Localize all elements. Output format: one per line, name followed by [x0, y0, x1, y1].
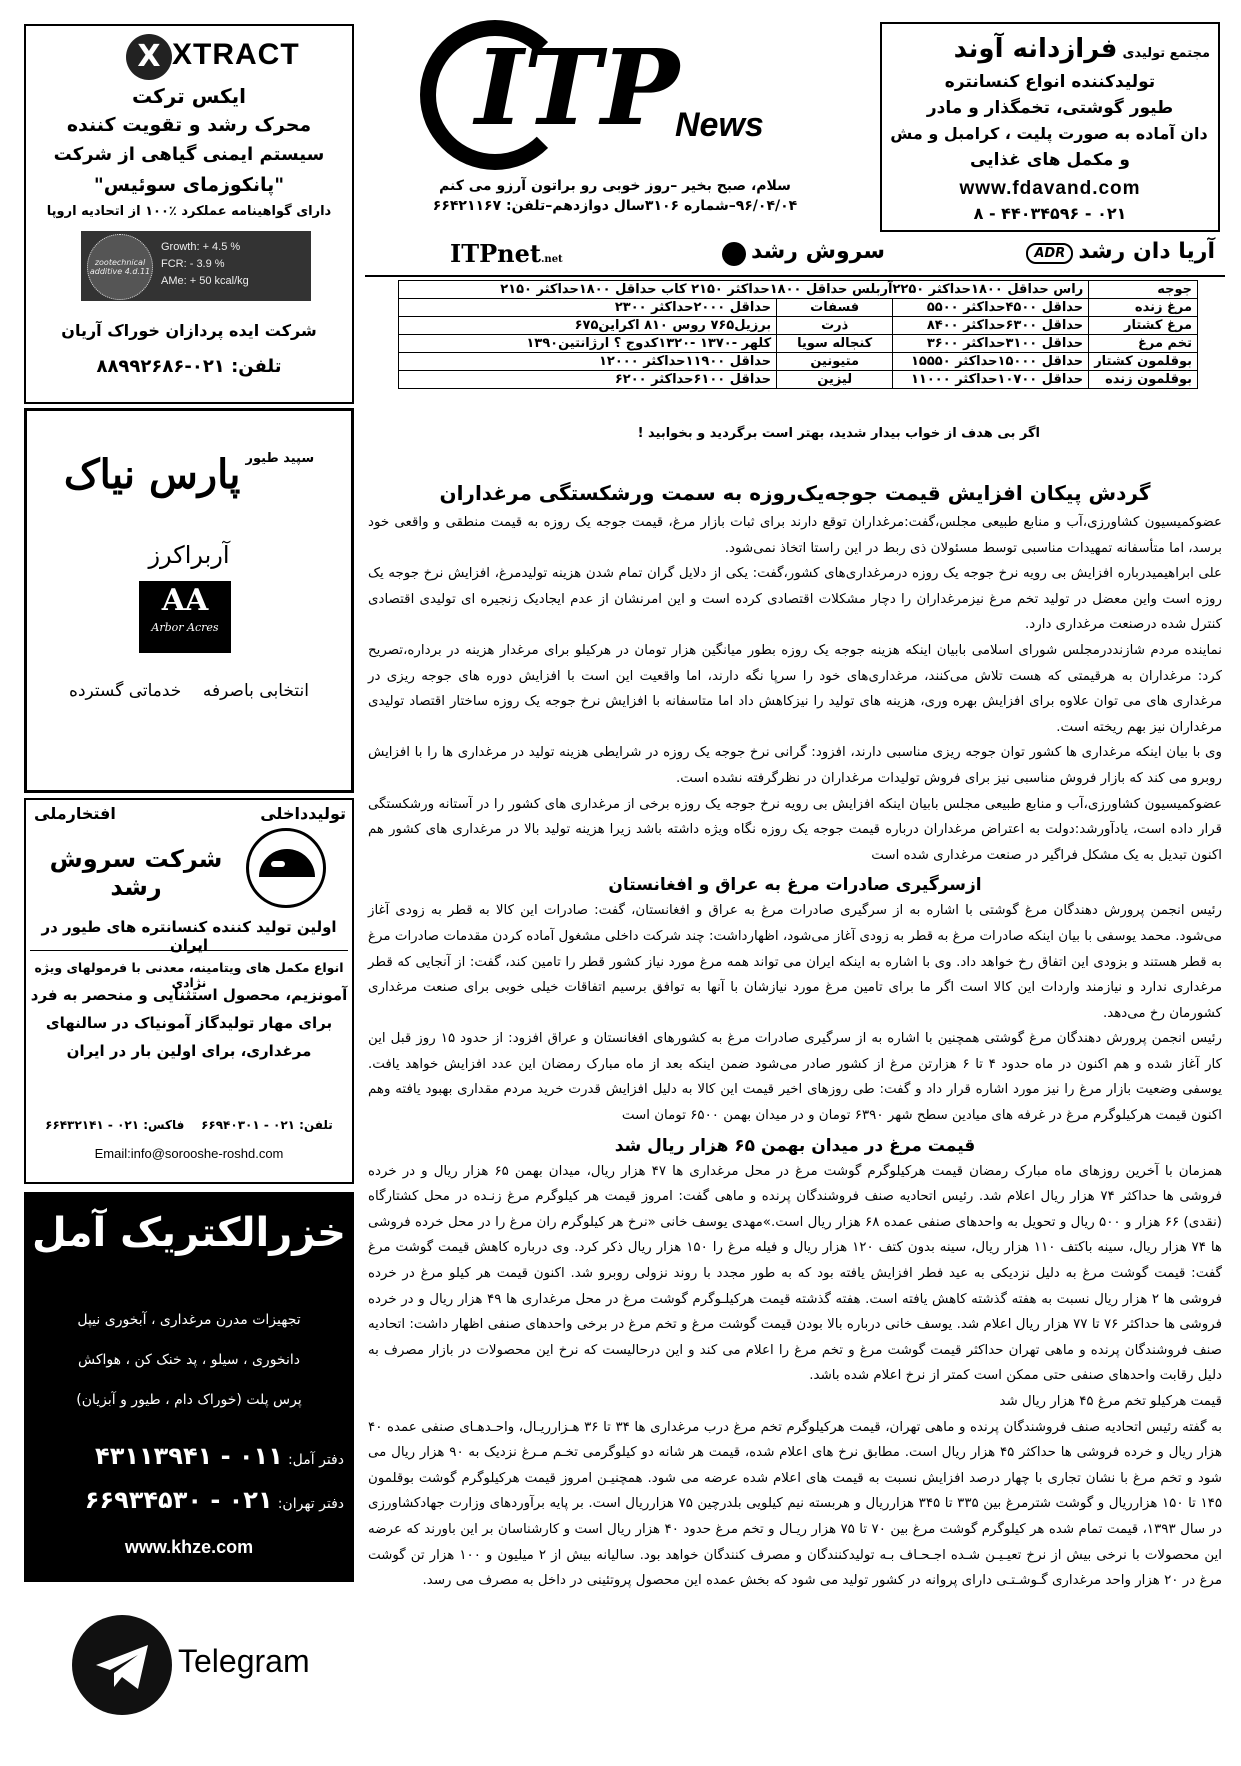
greeting-line: سلام، صبح بخیر –روز خوبی رو براتون آرزو می کنم: [439, 178, 791, 194]
telegram-icon: [72, 1615, 172, 1715]
price-value: کلهر -۱۳۷۰ -۱۳۲۰کدوج ؟ ارژانتین۱۳۹۰: [399, 335, 777, 353]
article-body: [368, 472, 1222, 1752]
price-row: [399, 299, 1198, 317]
greeting-block: [370, 178, 860, 228]
khazar-office1-phone[interactable]: ۰۱۱ - ۴۳۱۱۳۹۴۱: [95, 1442, 283, 1470]
sorosh-company: شرکت سروش رشد: [49, 845, 223, 901]
sorosh-logo-icon: [246, 828, 326, 908]
article-paragraph: وی با بیان اینکه مرغداری ها کشور توان جوجه ریزی مناسبی دارند، افزود: گرانی نرخ جوجه یک روزه در شرایطی هزینه تولید در مرغداری ها را با افزایش روبرو می کند که بازار فروش مناسبی نیز برای فروش تولیدات مرغداران در نظرگرفته نشده است.: [368, 745, 1222, 786]
article-paragraph: رئیس انجمن پرورش دهندگان مرغ گوشتی با اشاره به از سرگیری صادرات مرغ به عراق و افغانستان، گفت: صادرات این کالا به قطر به زودی آغاز می‌شود. محمد یوسفی با بیان اینکه صادرات مرغ به قطر به زودی آغاز می‌شود، اظهارداشت: چند شرکت داخلی مشغول آماده کردن مقدمات صادرات مرغ به قطر هستند و بزودی این اتفاق رخ خواهد داد. وی با اشاره به اینکه ایران می تواند همه مرغ مورد نیاز کشور قطر را تامین کند، گفت: از آنجایی که قطر مرغداری ندارد و نیازمند واردات این کالا است اگر ما برای تامین مرغ مورد نیازشان با آنها به توافق برسیم اتفاقات خیلی خوبی برای صنعت مرغداری کشورمان رخ می‌دهد.: [368, 903, 1222, 1021]
price-value: حداقل ۴۵۰۰حداکثر ۵۵۰۰: [893, 299, 1089, 317]
xtract-line1: محرک رشد و تقویت کننده: [66, 114, 312, 136]
adr-logo: ADR: [1026, 243, 1073, 264]
sorosh-mark-icon: [722, 242, 746, 266]
price-value: حداقل ۶۳۰۰حداکثر ۸۴۰۰: [893, 317, 1089, 335]
khazar-office-tehran: [34, 1486, 344, 1514]
price-value: حداقل ۱۵۰۰۰حداکثر ۱۵۵۵۰: [893, 353, 1089, 371]
xtract-badge: [81, 231, 311, 301]
sorosh-subtitle: اولین تولید کننده کنسانتره های طیور در ایران: [41, 918, 337, 954]
khazar-electric-ad[interactable]: [24, 1192, 354, 1582]
xtract-stat-growth: Growth: + 4.5 %: [161, 241, 241, 253]
sponsor-sorosh[interactable]: [705, 239, 885, 266]
price-label: فسفات: [777, 299, 893, 317]
khazar-title: خزرالکتریک آمل: [31, 1210, 347, 1256]
price-label: کنجاله سویا: [777, 335, 893, 353]
xtract-line2: سیستم ایمنی گیاهی از شرکت: [53, 144, 325, 165]
price-label: مرغ کشتار: [1089, 317, 1198, 335]
itp-logo-news: News: [675, 106, 764, 144]
price-label: ذرت: [777, 317, 893, 335]
section-heading-bahman: قیمت مرغ در میدان بهمن ۶۵ هزار ریال شد: [614, 1135, 976, 1156]
sponsor-bar: [365, 235, 1225, 277]
xtract-stat-fcr: FCR: - 3.9 %: [161, 258, 225, 270]
sorosh-line1: انواع مکمل های ویتامینه، معدنی با فرمولهای ویژه نژادی: [34, 960, 344, 990]
pars-logo-small: سپید طیور: [245, 451, 315, 466]
sponsor-itpnet[interactable]: [450, 239, 563, 268]
fara-line4: و مکمل های غذایی: [970, 150, 1130, 170]
khazar-line3: پرس پلت (خوراک دام ، طیور و آبزیان): [76, 1392, 302, 1408]
fara-line3: دان آماده به صورت پلیت ، کرامبل و مش: [890, 124, 1208, 143]
article-paragraph: عضوکمیسیون کشاورزی،آب و منابع طبیعی مجلس بابیان اینکه افزایش بی رویه نرخ جوجه یک روزه برخی از مرغداری های کشور را در آستانه ورشکستگی قرار داده است، یادآورشد:دولت به اعتراض مرغداران درباره قیمت جوجه یک روزه نگاه ویژه داشته باشد زیرا هزینه تولید بالا در مرغداری های کشور هم اکنون تبدیل به یک مشکل فراگیر در صنعت مرغداری شده است: [368, 796, 1222, 863]
fara-line1: تولیدکننده انواع کنسانتره: [944, 72, 1156, 92]
article-headline: گردش پیکان افزایش قیمت جوجه‌یک‌روزه به سمت ورشکستگی مرغداران: [439, 481, 1151, 505]
price-value: برزیل۷۶۵ روس ۸۱۰ اکراین۶۷۵: [399, 317, 777, 335]
pars-logo: [27, 451, 351, 521]
itpnet-logo: ITPnet: [450, 239, 541, 268]
itp-logo-text: ITP: [475, 26, 680, 149]
sorosh-tag-domestic: تولیدداخلی: [260, 804, 346, 823]
price-label: مرغ زنده: [1089, 299, 1198, 317]
fara-phone: ۰۲۱ - ۴۴۰۳۴۵۹۶ - ۸: [973, 204, 1127, 223]
price-value: حداقل ۱۱۹۰۰حداکثر ۱۲۰۰۰: [399, 353, 777, 371]
pars-logo-text: پارس نیاک: [63, 451, 241, 498]
price-label: بوقلمون زنده: [1089, 371, 1198, 389]
khazar-office1-label: دفتر آمل:: [287, 1452, 344, 1468]
sponsor-arya[interactable]: [985, 239, 1215, 264]
itp-news-masthead[interactable]: [420, 20, 820, 170]
fara-name: فرازدانه آوند: [953, 34, 1118, 64]
xtract-line3: "پانکوزمای سوئیس": [93, 174, 285, 196]
price-table: [398, 280, 1198, 389]
issue-info: ۹۶/۰۴/۰۴–شماره ۳۱۰۶سال دوازدهم–تلفن: ۶۶۴۲۱۱۶۷: [432, 198, 798, 214]
pars-product: آربراکرز: [148, 541, 230, 569]
sorosh-email[interactable]: Email:info@sorooshe-roshd.com: [94, 1146, 284, 1161]
fara-website[interactable]: www.fdavand.com: [959, 178, 1141, 199]
xtract-ad[interactable]: [24, 24, 354, 404]
section-heading-exports: ازسرگیری صادرات مرغ به عراق و افغانستان: [608, 875, 982, 896]
arbor-acres-logo: AA Arbor Acres: [139, 581, 231, 653]
fara-prefix: مجتمع تولیدی: [1122, 46, 1210, 61]
xtract-logo-mark: X: [126, 34, 172, 80]
xtract-company: شرکت ایده پردازان خوراک آریان: [61, 321, 317, 340]
xtract-phone: تلفن: ۰۲۱-۸۸۹۹۲۶۸۶: [96, 356, 282, 377]
price-value: حداقل ۲۰۰۰حداکثر ۲۳۰۰: [399, 299, 777, 317]
article-paragraph: عضوکمیسیون کشاورزی،آب و منابع طبیعی مجلس،گفت:مرغداران توقع دارند برای ثبات بازار مرغ، قیمت جوجه یک روزه به قیمت منطقی و واقعی خود برسد، اما متأسفانه تمهیدات مناسبی توسط مسئولان ذی ربط در این راستا اتخاذ نمی‌شود.: [368, 515, 1222, 556]
article-subheading: قیمت هرکیلو تخم مرغ ۴۵ هزار ریال شد: [999, 1394, 1222, 1409]
khazar-website[interactable]: www.khze.com: [124, 1537, 254, 1557]
price-value: حداقل ۳۱۰۰حداکثر ۳۶۰۰: [893, 335, 1089, 353]
telegram-link[interactable]: [60, 1605, 360, 1725]
sponsor-arya-name: آریا دان رشد: [1078, 239, 1215, 264]
sorosh-line3: برای مهار تولیدگاز آمونیاک در سالنهای: [45, 1014, 333, 1032]
price-row: [399, 353, 1198, 371]
price-value: راس حداقل ۱۸۰۰حداکثر ۲۲۵۰آربلس حداقل ۱۸۰۰حداکثر ۲۱۵۰ کاب حداقل ۱۸۰۰حداکثر ۲۱۵۰: [399, 281, 1089, 299]
khazar-line1: تجهیزات مدرن مرغداری ، آبخوری نیپل: [77, 1312, 301, 1328]
xtract-logo-text: XTRACT: [172, 38, 300, 71]
price-label: بوقلمون کشتار: [1089, 353, 1198, 371]
khazar-office2-label: دفتر تهران:: [277, 1496, 344, 1512]
price-row: [399, 371, 1198, 389]
xtract-line4: دارای گواهینامه عملکرد ٪۱۰۰ از اتحادیه اروپا: [46, 204, 332, 219]
sorosh-rosh-ad[interactable]: [24, 798, 354, 1184]
price-row: [399, 317, 1198, 335]
xtract-title: ایکس ترکت: [132, 84, 246, 108]
pars-slogan: انتخابی باصرفه خدماتی گسترده: [69, 681, 309, 701]
sorosh-tag-national: افتخارملی: [34, 804, 116, 823]
sorosh-line4: مرغداری، برای اولین بار در ایران: [66, 1042, 312, 1060]
khazar-office-amol: [34, 1442, 344, 1470]
xtract-logo: [126, 34, 326, 84]
price-table-grid: [398, 280, 1198, 389]
khazar-office2-phone[interactable]: ۰۲۱ - ۶۶۹۳۴۵۳۰: [84, 1486, 273, 1514]
khazar-line2: دانخوری ، سیلو ، پد خنک کن ، هواکش: [78, 1352, 300, 1368]
motto: اگر بی هدف از خواب بیدار شدید، بهتر است برگردید و بخوابید !: [637, 426, 1040, 441]
arbor-acres-name: Arbor Acres: [151, 621, 219, 634]
price-row: [399, 281, 1198, 299]
article-paragraph: رئیس انجمن پرورش دهندگان مرغ گوشتی همچنین با اشاره به از سرگیری صادرات مرغ به کشورهای افغانستان و عراق افزود: از حدود ۱۵ روز قبل این کار آغاز شده و هم اکنون در ماه حدود ۴ تا ۶ هزارتن مرغ از کشور صادر می‌شود ضمن اینکه بعد از ماه مبارک رمضان این عدد افزایش خواهد یافت. یوسفی وضعیت بازار مرغ را نیز مورد اشاره قرار داد و گفت: طی روزهای اخیر قیمت این کالا به دلیل افزایش قدرت خرید مردم مقداری بهبود یافته وهم اکنون قیمت هرکیلوگرم مرغ در غرفه های میادین سطح شهر ۶۳۹۰ تومان و در میدان بهمن ۶۵۰۰ تومان است: [368, 1031, 1222, 1124]
fara-line2: طیور گوشتی، تخمگذار و مادر: [926, 98, 1174, 118]
price-label: جوجه: [1089, 281, 1198, 299]
sorosh-phones: تلفن: ۰۲۱ - ۶۶۹۴۰۳۰۱ فاکس: ۰۲۱ - ۶۶۴۳۲۱۴۱: [45, 1118, 333, 1132]
sorosh-line2: آمونزیم، محصول استثنایی و منحصر به فرد: [30, 986, 348, 1004]
article-paragraph: نماینده مردم شازنددرمجلس شورای اسلامی بابیان اینکه هزینه جوجه یک روزه بطور میانگین هزار تومان در هرکیلو برای مرغدار هزینه در برداره،تصریح کرد: مرغداران به هرقیمتی که هست تلاش می‌کنند، مرغداری‌های خود را سرپا نگه دارند، اما واقعیت این است با افزایش دوره های جوجه ریزی در مرغداری های می توان علاوه برای افزایش بهره وری، هزینه های تولید را نیزکاهش داد اما متاسفانه با افزایش نرخ جوجه یک روزه ساختار اقتصاد تولیدی مرغداران نیز بهم ریخته است.: [368, 642, 1222, 735]
zootechnical-seal: zootechnical additive 4.d.11: [87, 234, 153, 300]
xtract-stat-ame: AMe: + 50 kcal/kg: [161, 275, 249, 287]
price-label: متیونین: [777, 353, 893, 371]
pars-niak-ad[interactable]: [24, 408, 354, 793]
article-paragraph: به گفته رئیس اتحادیه صنف فروشندگان پرنده و ماهی تهران، قیمت هرکیلوگرم تخم مرغ درب مرغداری ها ۳۴ تا ۳۶ هـزارریـال، واحـدهـای صنفی عمده ۴۰ هزار ریال و خرده فروشی ها حداکثر ۴۵ هزار ریال است. مطابق نرخ های اعلام شده، قیمت هر شانه دو کیلوگرمی تخـم مـرغ نزدیک به ۹۰ هزار ریال می شود و تخم مرغ با نشان تجاری با چهار درصد افزایش نسبت به قیمت های اعلام شده عرضه می شود. همچنیـن امروز قیمت هرکیلوگرم گوشت بوقلمون ۱۴۵ تا ۱۵۰ هزارریال و گوشت شترمرغ بین ۳۳۵ تا ۳۴۵ هزارریال و هربسته نیم کیلویی بلدرچین ۷۵ هزارریال است. بر پایه برآوردهای وزارت جهادکشاورزی در سال ۱۳۹۳، قیمت تمام شده هر کیلوگرم گوشت مرغ بین ۷۰ تا ۷۵ هزار ریـال و تخم مرغ حدود ۴۰ هزار ریال است و کارشناسان بر این باورند که عرضه این محصولات با نرخی بیش از نرخ تعیـیـن شـده اجـحـاف بـه تولیدکنندگان و مصرف کنندگان خواهد بود. سالیانه بیش از ۲ میلیون و ۱۰۰ هزار تن گوشت مرغ در ۲۰ هزار واحد مرغداری گـوشـتـی دارای پروانه در کشور تولید می شود که بخش عمده این محصول پروتئینی در داخل به مصرف می رسد.: [368, 1419, 1223, 1589]
article-paragraph: همزمان با آخرین روزهای ماه مبارک رمضان قیمت هرکیلوگرم گوشت مرغ در محل مرغداری ها ۴۷ هزار ریال، میدان بهمن ۶۵ هزار ریال و در خرده فروشی ها حداکثر ۷۴ هزار ریال اعلام شد. رئیس اتحادیه صنف فروشندگان پرنده و ماهی گفت: امروز قیمت هر کیلوگرم مرغ زنـده در محل کشتارگاه (نقدی) ۶۶ هزار و ۵۰۰ ریال و تحویل به واحدهای صنفی عمده ۶۸ هزار ریال است.»مهدی یوسف خانی «نرخ هر کیلوگرم ران مرغ را در محل خرده فروشی ها ۷۴ هزار ریال، سینه باکتف ۱۱۰ هزار ریال، سینه بدون کتف ۱۲۰ هزار ریال و فیله مرغ را ۱۵۰ هزار ریال ذکر کرد. وی درباره کاهش قیمت گوشت مرغ گفت: قیمت گوشت مرغ به دلیل نزدیکی به عید فطر افزایش یافته بود که به طور مجدد با روند نزولی روبرو شد. اکنون قیمت هر کیلو مرغ در خرده فروشی ها ۲ هزار ریال نسبت به هفته گذشته کاهش یافته است. هفته گذشته قیمت هرکیلـوگرم گوشت مرغ در محل مرغداری ها ۴۹ هزار ریال و در خرده فروشی ها حداکثر ۷۶ تا ۷۷ هزار ریال اعلام شد. یوسف خانی درباره بالا بودن قیمت گوشت مرغ و تخم مرغ در برخی واحدهای صنفی اظهار داشت: اتحادیه صنف فروشندگان پرنده و ماهی تهران حداکثر قیمت گوشت مرغ و تخم مرغ را اعلام می کند و این درحالیست که نرخ این محصولات در بازار مصرف به دلیل رقابت واحدهای صنفی حتی ممکن است کمتر از نرخ اعلام شده باشد.: [368, 1163, 1223, 1384]
price-label: تخم مرغ: [1089, 335, 1198, 353]
price-value: حداقل ۱۰۷۰۰حداکثر ۱۱۰۰۰: [893, 371, 1089, 389]
price-row: [399, 335, 1198, 353]
price-value: حداقل ۶۱۰۰حداکثر ۶۲۰۰: [399, 371, 777, 389]
itpnet-suffix: .net: [540, 254, 563, 265]
sponsor-sorosh-name: سروش رشد: [750, 239, 885, 264]
fara-title: [890, 34, 1210, 64]
price-label: لیزین: [777, 371, 893, 389]
article-paragraph: علی ابراهیمیدرباره افزایش بی رویه نرخ جوجه یک روزه درمرغداری‌های کشور،گفت: یکی از دلایل گران تمام شدن هزینه تولیدمرغ، افزایش نرخ جوجه یک روزه است واین معضل در تولید تخم مرغ نیزمرغداران را دچار مشکلات اقتصادی کرده است و این امرنشان از عدم ایجادیک زنجیره ای تولیدی اقتصادی کنترل شده درصنعت مرغداری دارد.: [368, 566, 1222, 633]
faradaneh-avand-ad[interactable]: [880, 22, 1220, 232]
telegram-label: Telegram: [178, 1643, 310, 1679]
